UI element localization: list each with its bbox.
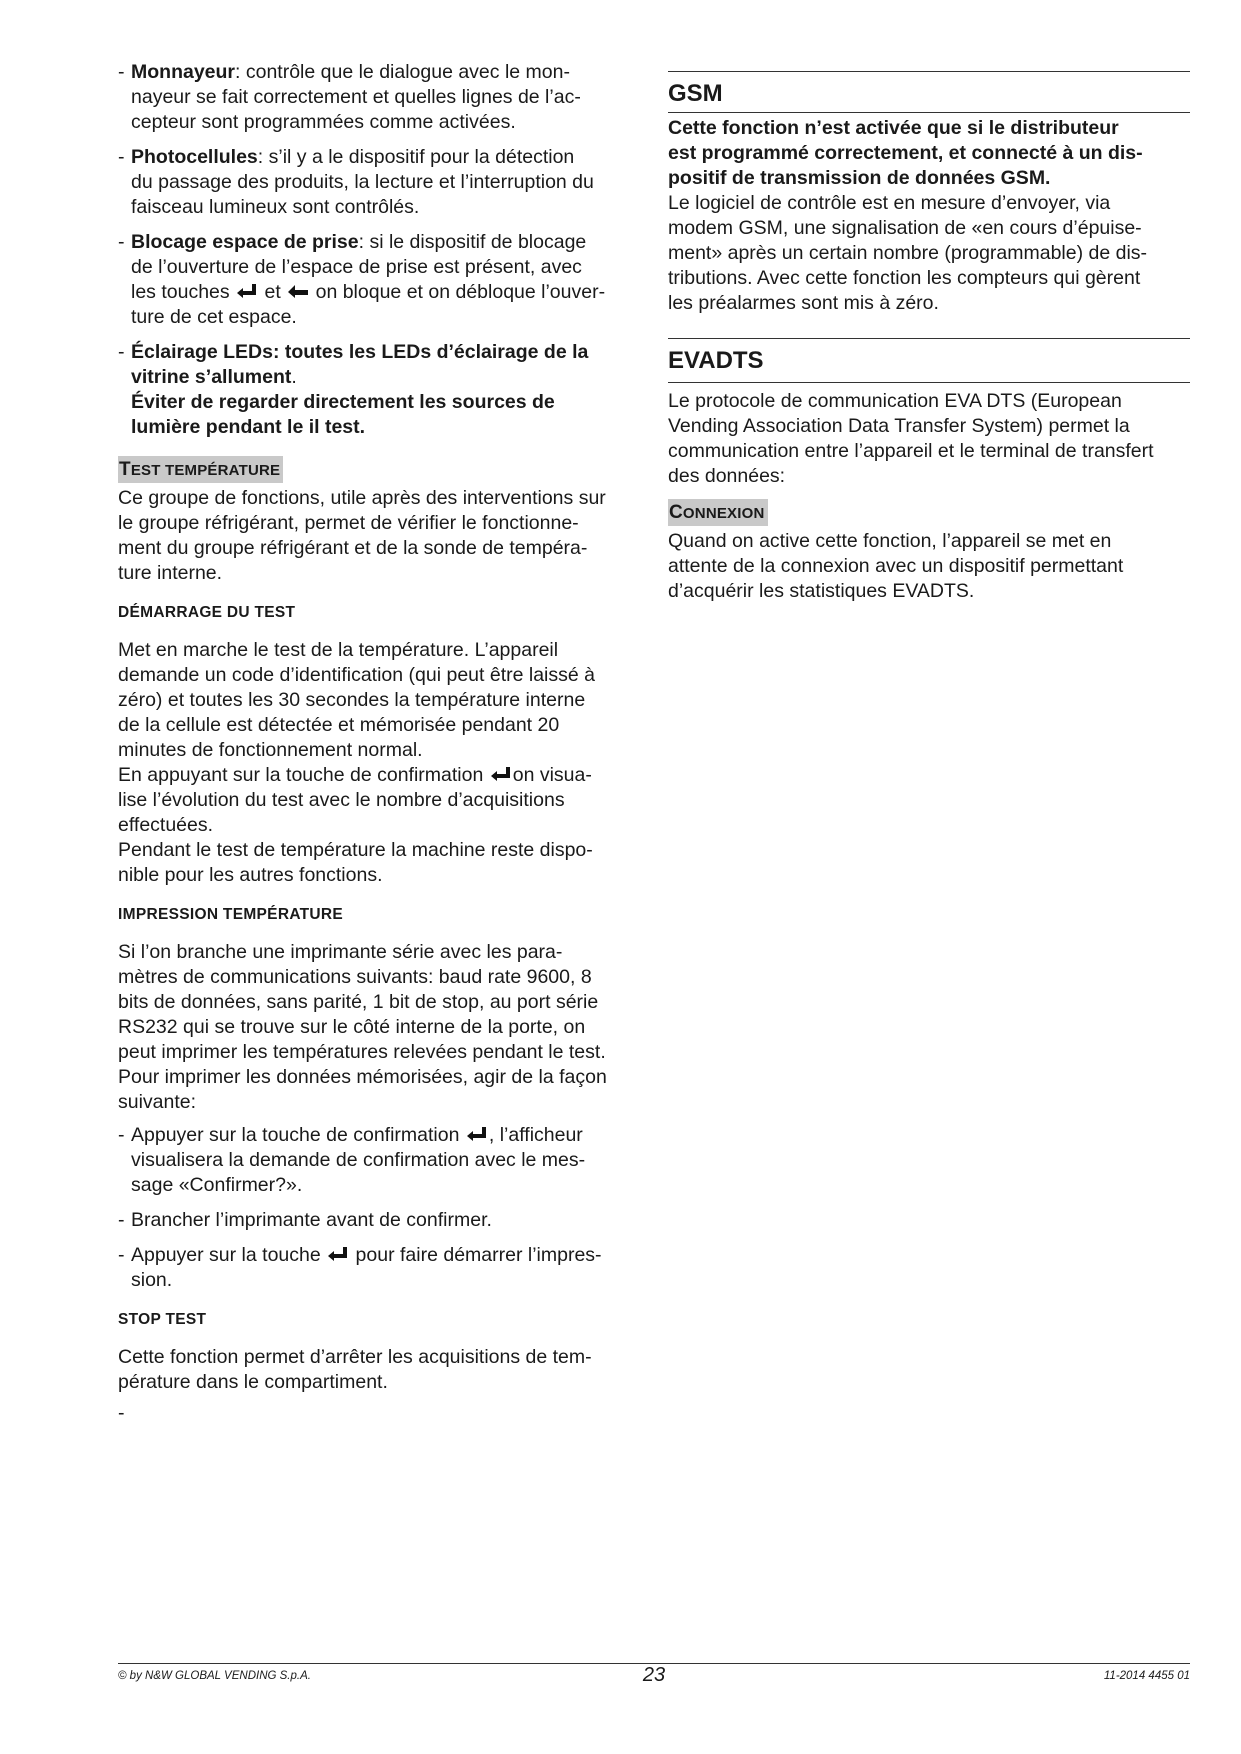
- footer-copyright: © by N&W GLOBAL VENDING S.p.A.: [118, 1670, 311, 1682]
- heading-demarrage: DÉMARRAGE DU TEST: [118, 604, 296, 621]
- right-column: [668, 71, 1190, 604]
- evadts-text: Le protocole de communication EVA DTS (European Vending Association Data Transfer System) permet la communication entre l’appareil et le terminal de transfert des données:: [668, 390, 1154, 487]
- demarrage-p1: Met en marche le test de la température. L’appareil demande un code d’identification (qui peut être laissé à zéro) et toutes les 30 secondes la température interne de la cellule est détectée et mémorisée pendant 20 minutes de fonctionnement normal.: [118, 639, 595, 761]
- warning-eclairage: Éviter de regarder directement les sources de lumière pendant le il test.: [131, 391, 555, 438]
- list-item-step-3: - Appuyer sur la touche pour faire démarrer l’impres- sion.: [118, 1244, 602, 1291]
- text-blocage-a: : si le dispositif de blocage de l’ouverture de l’espace de prise est présent, avec les touches: [131, 231, 587, 303]
- text-eclairage: .: [291, 366, 297, 388]
- demarrage-p2: En appuyant sur la touche de confirmation on visua- lise l’évolution du test avec le nombre d’acquisitions effectuées.: [118, 764, 592, 836]
- footer-doc-code: 11-2014 4455 01: [1103, 1670, 1190, 1682]
- test-temp-intro: Ce groupe de fonctions, utile après des interventions sur le groupe réfrigérant, permet de vérifier le fonctionne- ment du groupe réfrigérant et de la sonde de tempéra- ture interne.: [118, 487, 606, 584]
- list-item-photocellules: - Photocellules: s’il y a le dispositif pour la détection du passage des produits, la lecture et l’interruption du faisceau lumineux sont contrôlés.: [118, 146, 594, 218]
- text-photocellules: : s’il y a le dispositif pour la détection du passage des produits, la lecture et l’interruption du faisceau lumineux sont contrôlés.: [131, 146, 594, 218]
- gsm-bold-intro: Cette fonction n’est activée que si le distributeur est programmé correctement, et connecté à un dis- positif de transmission de données GSM.: [668, 117, 1143, 189]
- gsm-text: Le logiciel de contrôle est en mesure d’envoyer, via modem GSM, une signalisation de «en cours d’épuise- ment» après un certain nombre (programmable) de dis- tributions. Avec cette fonction les compteurs qui gèrent les préalarmes sont mis à zéro.: [668, 192, 1148, 314]
- term-photocellules: Photocellules: [131, 146, 258, 168]
- list-item-step-1: - Appuyer sur la touche de confirmation , l’afficheur visualisera la demande de confirmation avec le mes- sage «Confirmer?».: [118, 1124, 586, 1196]
- demarrage-p3: Pendant le test de température la machine reste dispo- nible pour les autres fonctions.: [118, 839, 593, 886]
- section-test-temperature: TEST TEMPÉRATURE: [118, 456, 283, 483]
- evadts-rule: [668, 382, 1190, 383]
- enter-key-icon: [236, 283, 258, 300]
- list-item-step-2: - Brancher l’imprimante avant de confirmer.: [118, 1209, 492, 1231]
- connexion-text: Quand on active cette fonction, l’appareil se met en attente de la connexion avec un dispositif permettant d’acquérir les statistiques EVADTS.: [668, 530, 1124, 602]
- text-blocage-c: on bloque et on débloque l’ouver- ture de cet espace.: [131, 281, 606, 328]
- heading-stop-test: STOP TEST: [118, 1311, 207, 1328]
- enter-key-icon: [466, 1126, 488, 1143]
- list-item-monnayeur: - Monnayeur: contrôle que le dialogue avec le mon- nayeur se fait correctement et quelles lignes de l’ac- cepteur sont programmées comme activées.: [118, 61, 581, 133]
- enter-key-icon: [490, 766, 512, 783]
- section-connexion: CONNEXION: [668, 499, 768, 526]
- list-item-eclairage: - Éclairage LEDs: toutes les LEDs d’éclairage de la vitrine s’allument. Éviter de regarder directement les sources de lumière pendant le il test.: [118, 341, 589, 438]
- section-title-gsm: GSM: [668, 71, 1190, 113]
- stop-test-dash: -: [118, 1402, 125, 1424]
- text-blocage-b: et: [264, 281, 281, 303]
- term-blocage: Blocage espace de prise: [131, 231, 359, 253]
- impression-p1: Si l’on branche une imprimante série avec les para- mètres de communications suivants: baud rate 9600, 8 bits de données, sans parité, 1 bit de stop, au port série RS232 qui se trouve sur le côté interne de la porte, on peut imprimer les températures relevées pendant le test. Pour imprimer les données mémorisées, agir de la façon suivante:: [118, 941, 607, 1113]
- term-eclairage: Éclairage LEDs: toutes les LEDs d’éclairage de la vitrine s’allument: [131, 341, 589, 388]
- text-monnayeur: : contrôle que le dialogue avec le mon- nayeur se fait correctement et quelles lignes de l’ac- cepteur sont programmées comme activées.: [131, 61, 581, 133]
- section-title-evadts: EVADTS: [668, 338, 1190, 379]
- page-number: 23: [642, 1664, 666, 1686]
- back-arrow-key-icon: [287, 283, 309, 300]
- stop-test-p1: Cette fonction permet d’arrêter les acquisitions de tem- pérature dans le compartiment.: [118, 1346, 592, 1393]
- left-column: [118, 60, 638, 1426]
- enter-key-icon: [327, 1246, 349, 1263]
- list-item-blocage: - Blocage espace de prise: si le dispositif de blocage de l’ouverture de l’espace de prise est présent, avec les touches et on bloque et on débloque l’ouver- ture de cet espace.: [118, 231, 606, 328]
- page-footer: [118, 1663, 1190, 1686]
- term-monnayeur: Monnayeur: [131, 61, 236, 83]
- heading-impression: IMPRESSION TEMPÉRATURE: [118, 906, 344, 923]
